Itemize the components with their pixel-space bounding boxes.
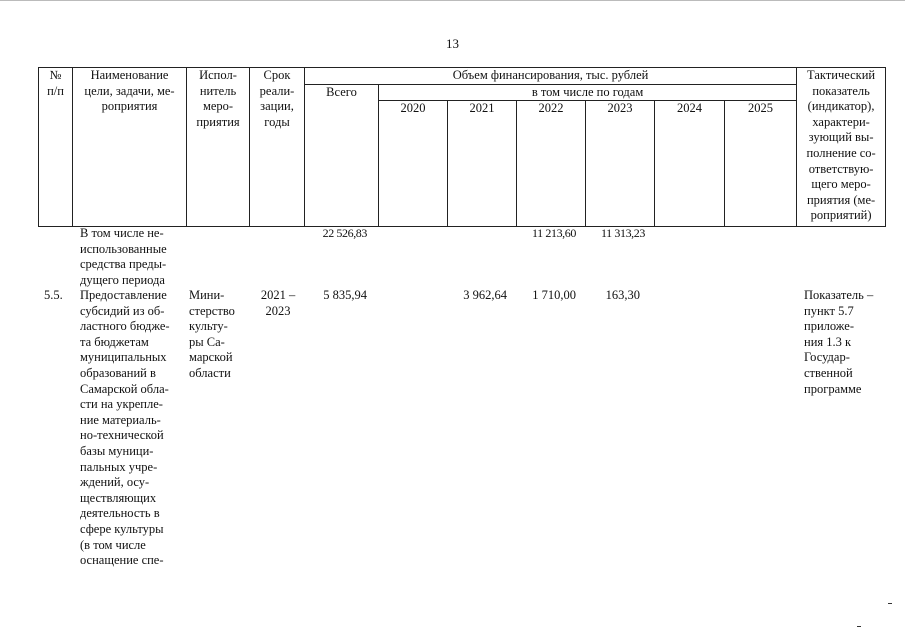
row-1-indicator: Показатель – пункт 5.7 приложе- ния 1.3 к Государ- ственной программе [804,288,874,396]
row-0-2023: 11 313,23 [601,226,645,240]
row-1-num: 5.5. [44,288,63,302]
scan-speck [857,626,861,627]
funding-table-header [38,67,886,227]
row-0-total: 22 526,83 [322,226,367,240]
header-year-2022: 2022 [517,101,586,227]
scan-edge-line [0,0,905,1]
header-year-2021: 2021 [448,101,517,227]
row-1-executor: Мини- стерство культу- ры Са- марской области [189,288,235,380]
header-year-2020: 2020 [379,101,448,227]
row-0-2022: 11 213,60 [532,226,576,240]
header-by-years: в том числе по годам [379,84,797,101]
header-year-2025: 2025 [725,101,797,227]
header-num: № п/п [39,68,73,227]
row-0-name: В том числе не- использованные средства преды- дущего периода [80,226,167,287]
header-year-2024: 2024 [655,101,725,227]
header-year-2023: 2023 [586,101,655,227]
header-total: Всего [305,84,379,227]
scan-speck [888,603,892,604]
row-1-term: 2021 – 2023 [260,288,296,318]
page-number: 13 [446,36,459,51]
header-indicator: Тактический показатель (индикатор), характери- зующий вы- полнение со- ответствую- щего меро- приятия (ме- роприятий) [797,68,886,227]
row-1-2022: 1 710,00 [532,288,576,302]
row-1-total: 5 835,94 [323,288,367,302]
row-1-name: Предоставление субсидий из об- ластного бюдже- та бюджетам муниципальных образований в Самарской обла- сти на укрепле- ние материаль- но-технической базы муници- пальных учре- ждений, осу- ществляющих деятельность в сфере культуры (в том числе оснащение спе- [80,288,170,568]
header-executor: Испол- нитель меро- приятия [187,68,250,227]
row-1-2023: 163,30 [605,288,640,302]
header-name: Наименование цели, задачи, ме- роприятия [73,68,187,227]
header-funding: Объем финансирования, тыс. рублей [305,68,797,85]
row-1-2021: 3 962,64 [463,288,507,302]
header-term: Срок реали- зации, годы [250,68,305,227]
